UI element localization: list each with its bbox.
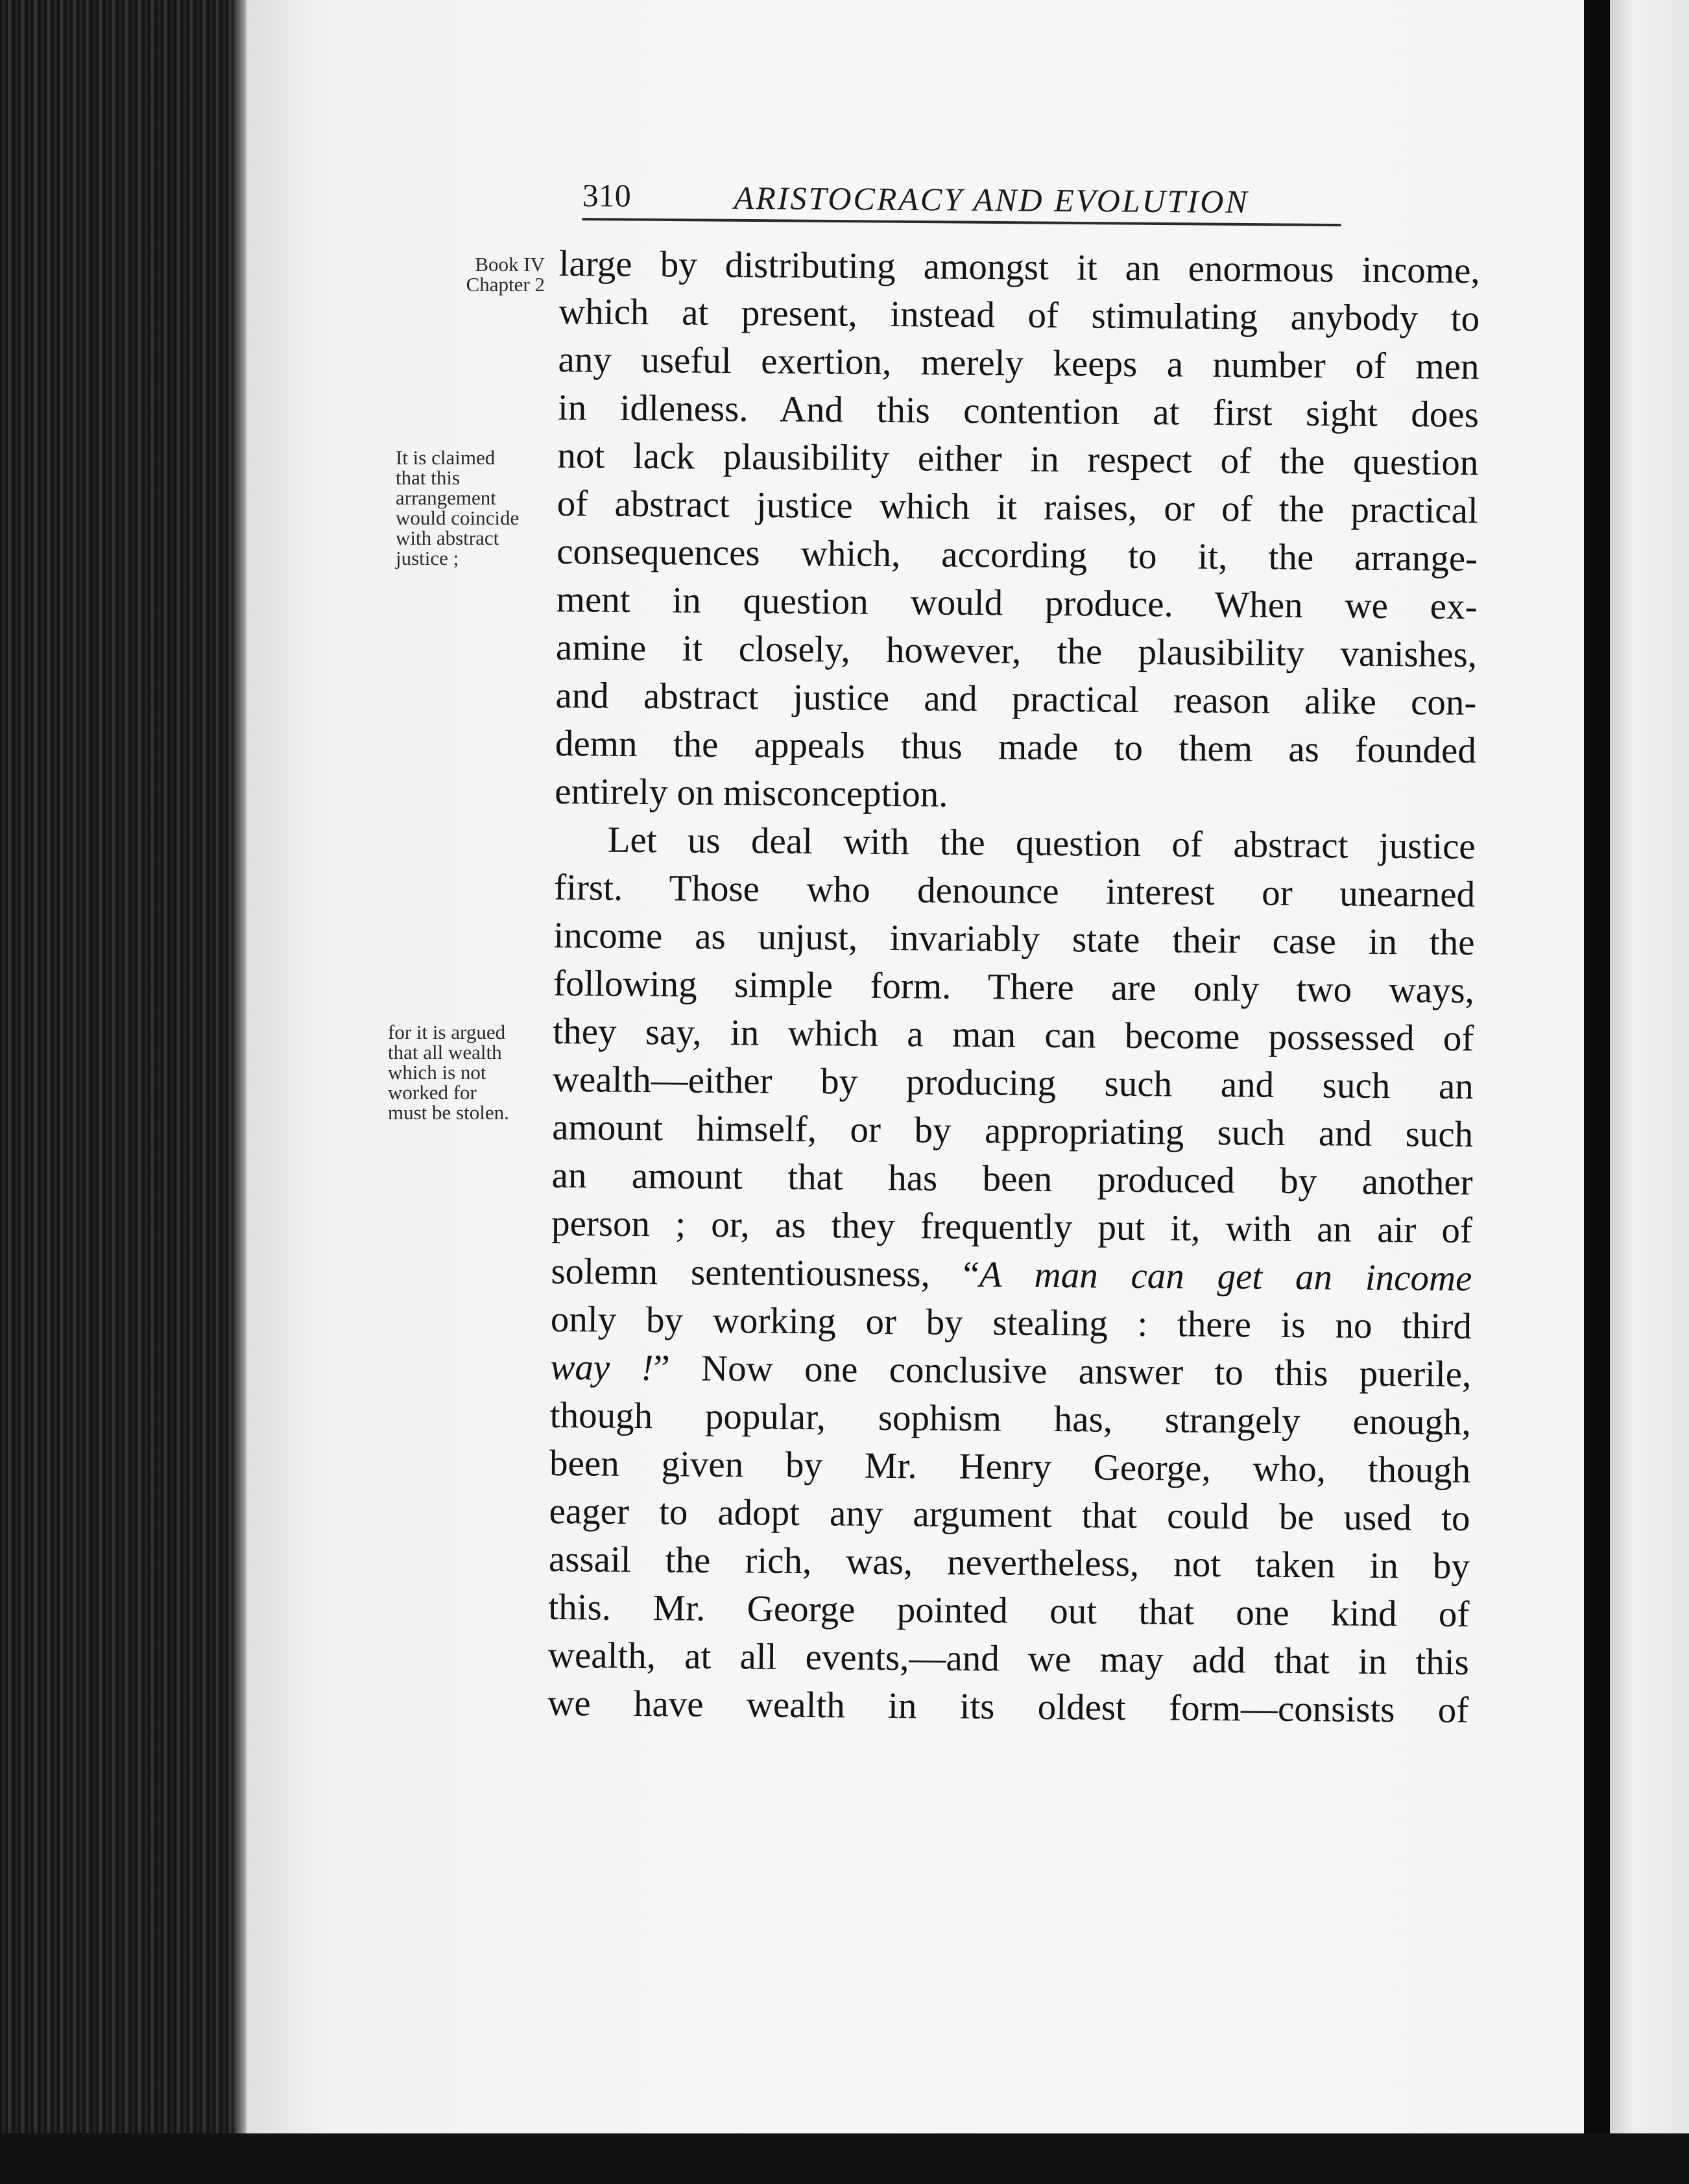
text-line: and abstract justice and practical reason alike con- bbox=[555, 674, 1477, 724]
side-note-line: worked for bbox=[388, 1081, 477, 1104]
text-line: eager to adopt any argument that could be used to bbox=[549, 1490, 1470, 1539]
text-line: an amount that has been produced by another bbox=[551, 1154, 1473, 1204]
text-line: been given by Mr. Henry George, who, though bbox=[549, 1442, 1471, 1491]
text-line: assail the rich, was, nevertheless, not taken in by bbox=[548, 1538, 1470, 1587]
side-note-line: justice ; bbox=[396, 547, 459, 569]
text-line: Let us deal with the question of abstract justice bbox=[607, 819, 1476, 868]
text-line: though popular, sophism has, strangely enough, bbox=[549, 1394, 1471, 1443]
side-note-book-chapter bbox=[402, 254, 545, 294]
side-note-line: Chapter 2 bbox=[466, 273, 545, 296]
text-line: amount himself, or by appropriating such and such bbox=[552, 1106, 1474, 1156]
text-line: wealth, at all events,—and we may add that in this bbox=[547, 1634, 1470, 1683]
text-line: demn the appeals thus made to them as founded bbox=[555, 722, 1477, 772]
text-line: this. Mr. George pointed out that one kind of bbox=[548, 1586, 1470, 1635]
text-line: following simple form. There are only two ways, bbox=[553, 962, 1475, 1012]
text-line: consequences which, according to it, the arrange- bbox=[556, 530, 1478, 580]
text-line-mixed bbox=[550, 1344, 1472, 1399]
quoted-italic-line: only by working or by stealing : there is no third bbox=[550, 1298, 1472, 1347]
body-text bbox=[547, 240, 1480, 1735]
text-line: person ; or, as they frequently put it, with an air of bbox=[551, 1202, 1473, 1252]
text-line: ment in question would produce. When we ex- bbox=[556, 578, 1478, 628]
text-line: any useful exertion, merely keeps a number of men bbox=[558, 338, 1479, 388]
book-spine-edge bbox=[0, 0, 246, 2184]
text-line: they say, in which a man can become possessed of bbox=[553, 1010, 1474, 1060]
text-line: not lack plausibility either in respect of the question bbox=[557, 434, 1479, 484]
side-note-line: It is claimed bbox=[396, 446, 496, 469]
text-line: amine it closely, however, the plausibility vanishes, bbox=[555, 626, 1478, 676]
text-line: large by distributing amongst it an enormous income, bbox=[558, 243, 1480, 292]
side-note-line: Book IV bbox=[475, 253, 545, 276]
side-note-line: must be stolen. bbox=[388, 1101, 509, 1124]
facing-page-edge bbox=[1610, 0, 1689, 2184]
side-note-line: with abstract bbox=[396, 527, 499, 549]
text-line: first. Those who denounce interest or unearned bbox=[553, 866, 1476, 916]
page-number: 310 bbox=[582, 176, 631, 214]
side-note-line: which is not bbox=[388, 1061, 486, 1084]
quoted-italic: way ! bbox=[550, 1346, 654, 1389]
page-right-shadow bbox=[1584, 0, 1610, 2184]
text-line: entirely on misconception. bbox=[555, 770, 948, 815]
text-segment: ” Now one conclusive answer to this puerile, bbox=[653, 1347, 1472, 1395]
page-bottom-shadow bbox=[0, 2133, 1689, 2184]
side-note-line: that all wealth bbox=[388, 1041, 502, 1063]
text-line: we have wealth in its oldest form—consists of bbox=[547, 1682, 1469, 1731]
text-segment: solemn sententiousness, “ bbox=[551, 1250, 980, 1296]
side-note-line: would coincide bbox=[396, 506, 520, 529]
text-line: wealth—either by producing such and such an bbox=[552, 1058, 1474, 1108]
text-line: of abstract justice which it raises, or of the practical bbox=[557, 482, 1479, 532]
side-note-line: arrangement bbox=[396, 486, 496, 509]
text-line: income as unjust, invariably state their case in the bbox=[553, 914, 1475, 964]
quoted-italic: A man can get an income bbox=[979, 1254, 1472, 1300]
page-header bbox=[582, 175, 1341, 226]
text-line-mixed bbox=[551, 1248, 1472, 1303]
running-title: ARISTOCRACY AND EVOLUTION bbox=[734, 179, 1249, 220]
side-note-line: for it is argued bbox=[388, 1021, 506, 1043]
side-note-line: that this bbox=[396, 466, 461, 489]
text-line: in idleness. And this contention at first sight does bbox=[557, 386, 1479, 436]
text-line: which at present, instead of stimulating anybody to bbox=[558, 291, 1480, 340]
